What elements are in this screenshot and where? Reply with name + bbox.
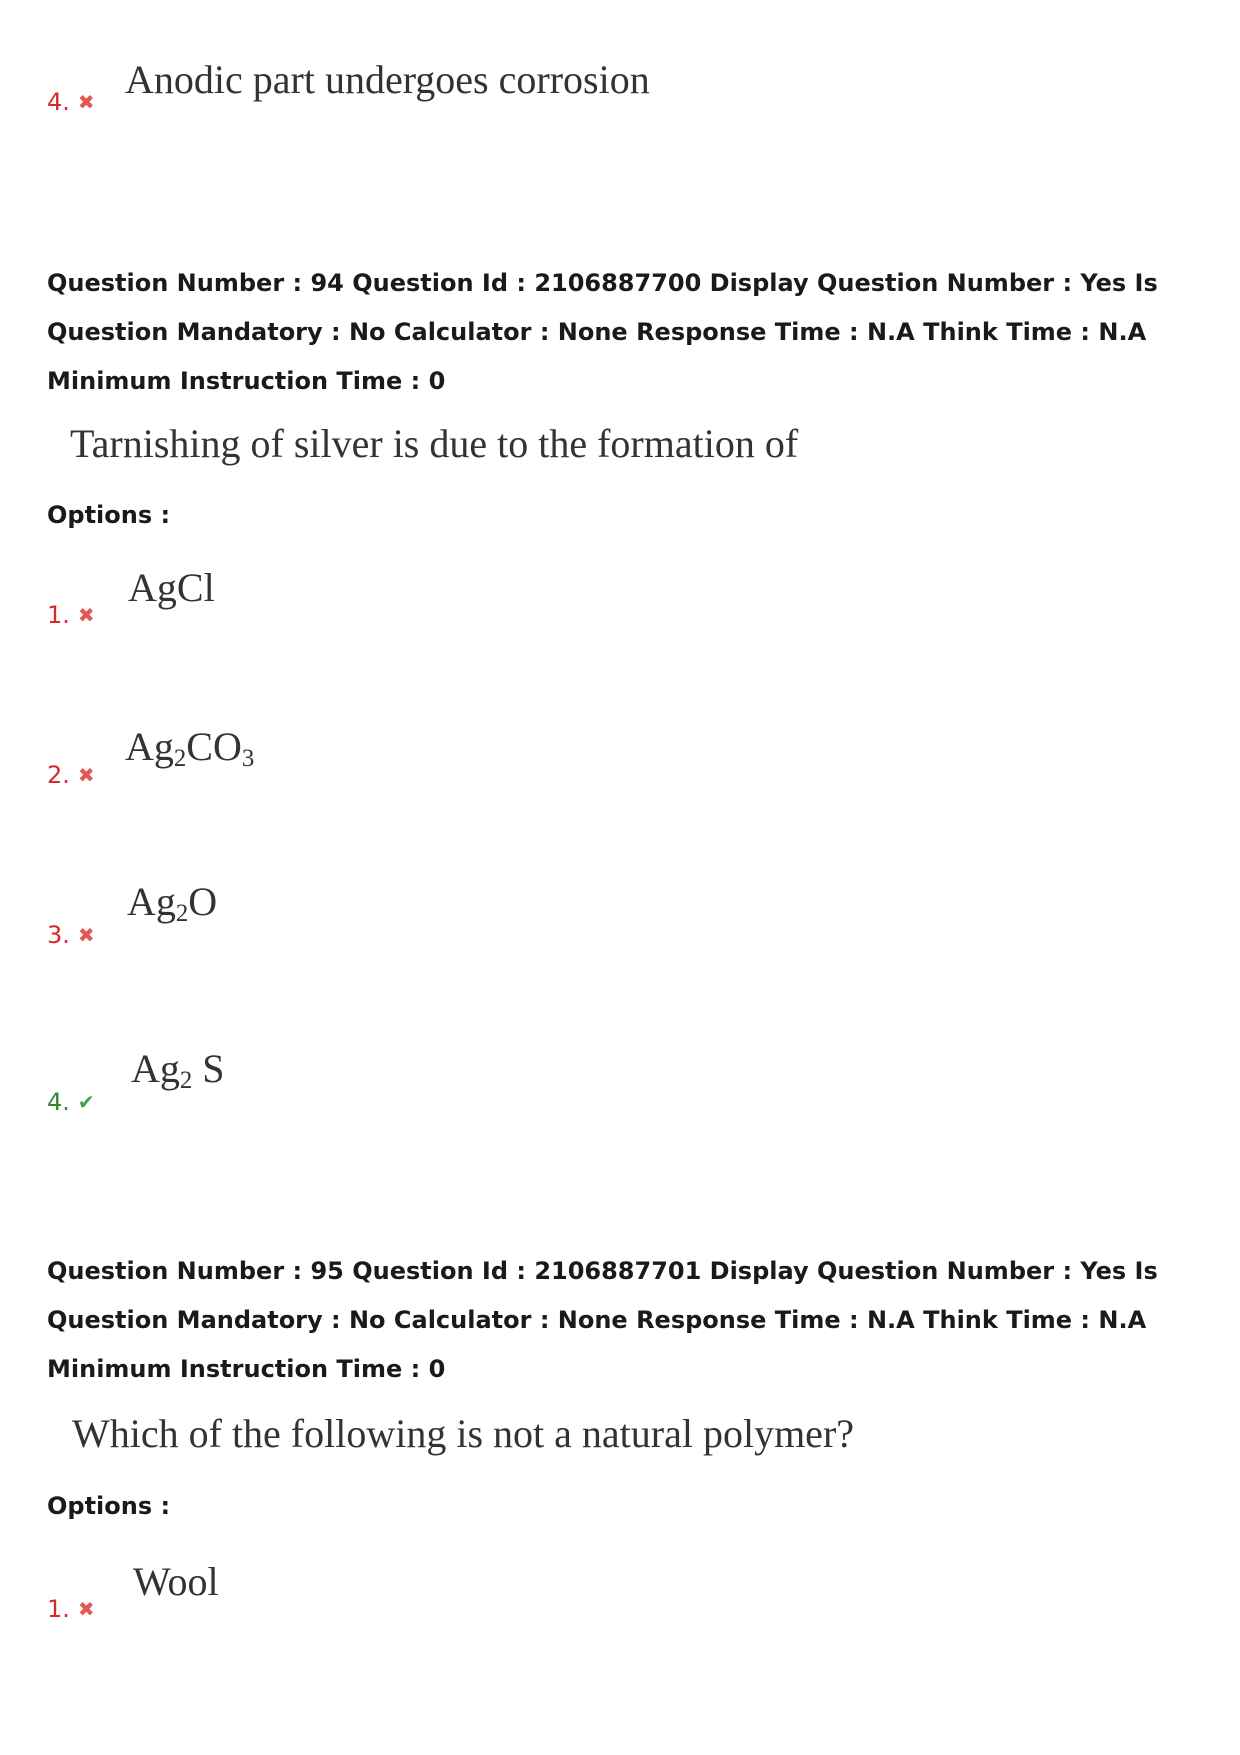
option-number: 4. [47, 88, 70, 116]
q95-option-1-text: Wool [133, 1559, 219, 1604]
cross-icon: ✖ [77, 1597, 95, 1621]
option-number: 1. [47, 601, 70, 629]
q94-option-4-text: $Ag_2$ S [131, 1046, 225, 1095]
q94-option-2-text: $Ag_2CO_3$ [125, 724, 255, 773]
check-icon: ✔ [77, 1090, 95, 1114]
cross-icon: ✖ [77, 763, 95, 787]
cross-icon: ✖ [77, 923, 95, 947]
question-95-meta: Question Number : 95 Question Id : 2106887701 Display Question Number : Yes Is Question Mandatory : No Calculator : None Response Time : N.A Think Time : N.A Minimum Instruction Time : 0 [47, 1257, 1158, 1383]
q94-option-3-text: $Ag_2O$ [127, 879, 218, 928]
question-95-text: Which of the following is not a natural polymer? [72, 1411, 855, 1456]
option-number: 3. [47, 921, 70, 949]
q94-option-1-text: AgCl [128, 565, 215, 610]
question-94-text: Tarnishing of silver is due to the formation of [70, 421, 799, 466]
q94-option-3 [47, 921, 95, 949]
q94-option-2 [47, 761, 95, 789]
options-label: Options : [47, 501, 171, 529]
q94-option-1 [47, 601, 95, 629]
option-number: 2. [47, 761, 70, 789]
question-94-meta: Question Number : 94 Question Id : 2106887700 Display Question Number : Yes Is Question Mandatory : No Calculator : None Response Time : N.A Think Time : N.A Minimum Instruction Time : 0 [47, 269, 1158, 395]
prev-option-4-text: Anodic part undergoes corrosion [125, 57, 650, 102]
cross-icon: ✖ [77, 90, 95, 114]
option-number: 4. [47, 1088, 70, 1116]
cross-icon: ✖ [77, 603, 95, 627]
option-number: 1. [47, 1595, 70, 1623]
q94-option-4 [47, 1088, 95, 1116]
options-label: Options : [47, 1492, 171, 1520]
q95-option-1 [47, 1595, 95, 1623]
prev-option-4 [47, 88, 95, 116]
